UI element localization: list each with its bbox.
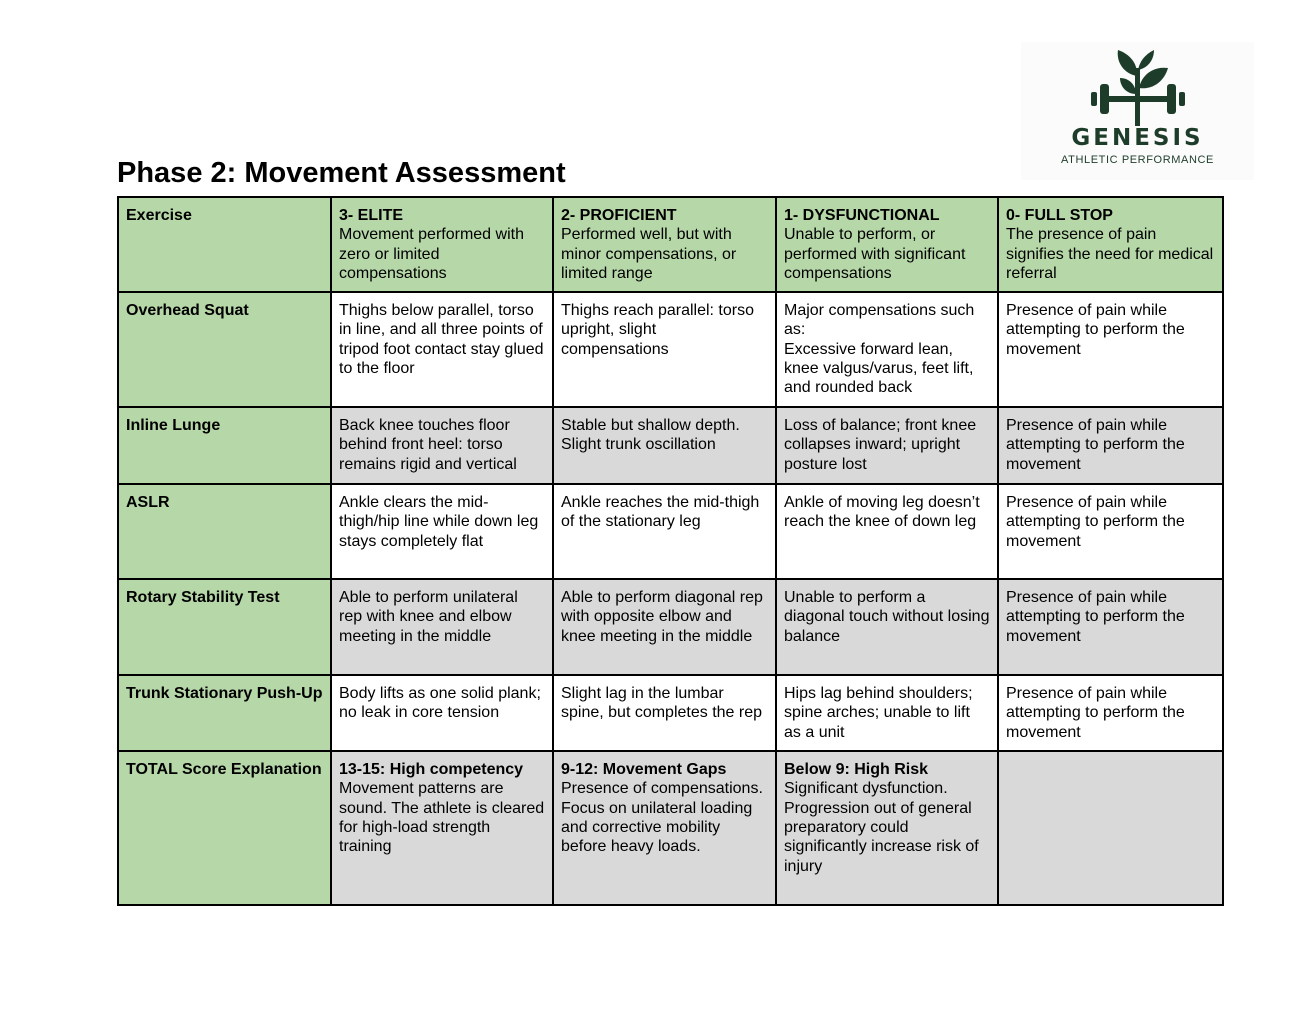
cell-full-stop: Presence of pain while attempting to perform the movement bbox=[998, 579, 1223, 675]
page-title: Phase 2: Movement Assessment bbox=[117, 157, 566, 189]
cell-elite: Body lifts as one solid plank; no leak in core tension bbox=[331, 675, 553, 751]
cell-dysfunctional: Hips lag behind shoulders; spine arches; unable to lift as a unit bbox=[776, 675, 998, 751]
exercise-name: ASLR bbox=[118, 484, 331, 579]
table-header-row bbox=[118, 197, 1223, 292]
level-desc: Unable to perform, or performed with significant compensations bbox=[784, 226, 966, 282]
level-title: 1- DYSFUNCTIONAL bbox=[784, 207, 940, 224]
header-exercise: Exercise bbox=[118, 197, 331, 292]
genesis-logo bbox=[1021, 42, 1254, 180]
cell-elite: Thighs below parallel, torso in line, and all three points of tripod foot contact stay glued to the floor bbox=[331, 292, 553, 407]
table-row bbox=[118, 484, 1223, 579]
total-cell bbox=[776, 751, 998, 905]
logo-subtitle: ATHLETIC PERFORMANCE bbox=[1061, 154, 1214, 166]
total-desc: Significant dysfunction. Progression out of general preparatory could significantly increase risk of injury bbox=[784, 780, 979, 875]
level-desc: Movement performed with zero or limited compensations bbox=[339, 226, 524, 282]
header-level bbox=[331, 197, 553, 292]
logo-brand: GENESIS bbox=[1071, 125, 1204, 151]
header-level bbox=[776, 197, 998, 292]
cell-elite: Able to perform unilateral rep with knee and elbow meeting in the middle bbox=[331, 579, 553, 675]
total-desc: Presence of compensations. Focus on unilateral loading and corrective mobility before heavy loads. bbox=[561, 780, 763, 856]
table-row bbox=[118, 579, 1223, 675]
header-level bbox=[553, 197, 776, 292]
exercise-name: Overhead Squat bbox=[118, 292, 331, 407]
cell-text-extra: Excessive forward lean, knee valgus/varus, feet lift, and rounded back bbox=[784, 340, 974, 397]
cell-dysfunctional bbox=[776, 292, 998, 407]
cell-text: Major compensations such as: bbox=[784, 302, 975, 339]
level-title: 0- FULL STOP bbox=[1006, 207, 1113, 224]
cell-dysfunctional: Ankle of moving leg doesn’t reach the knee of down leg bbox=[776, 484, 998, 579]
total-cell-empty bbox=[998, 751, 1223, 905]
level-title: 3- ELITE bbox=[339, 207, 404, 224]
header-level bbox=[998, 197, 1223, 292]
table-row bbox=[118, 292, 1223, 407]
total-cell bbox=[553, 751, 776, 905]
level-desc: The presence of pain signifies the need for medical referral bbox=[1006, 226, 1214, 282]
total-title: Below 9: High Risk bbox=[784, 761, 929, 779]
total-cell bbox=[331, 751, 553, 905]
level-title: 2- PROFICIENT bbox=[561, 207, 677, 224]
total-title: 9-12: Movement Gaps bbox=[561, 761, 727, 779]
cell-proficient: Ankle reaches the mid-thigh of the stationary leg bbox=[553, 484, 776, 579]
total-row bbox=[118, 751, 1223, 905]
exercise-name: Inline Lunge bbox=[118, 407, 331, 484]
cell-dysfunctional: Loss of balance; front knee collapses inward; upright posture lost bbox=[776, 407, 998, 484]
cell-proficient: Stable but shallow depth. Slight trunk oscillation bbox=[553, 407, 776, 484]
cell-proficient: Slight lag in the lumbar spine, but completes the rep bbox=[553, 675, 776, 751]
cell-full-stop: Presence of pain while attempting to perform the movement bbox=[998, 407, 1223, 484]
total-title: 13-15: High competency bbox=[339, 761, 524, 779]
cell-elite: Back knee touches floor behind front heel: torso remains rigid and vertical bbox=[331, 407, 553, 484]
level-desc: Performed well, but with minor compensations, or limited range bbox=[561, 226, 737, 282]
cell-elite: Ankle clears the mid-thigh/hip line while down leg stays completely flat bbox=[331, 484, 553, 579]
table-row bbox=[118, 675, 1223, 751]
cell-proficient: Thighs reach parallel: torso upright, slight compensations bbox=[553, 292, 776, 407]
total-desc: Movement patterns are sound. The athlete is cleared for high-load strength training bbox=[339, 780, 545, 856]
cell-proficient: Able to perform diagonal rep with opposite elbow and knee meeting in the middle bbox=[553, 579, 776, 675]
cell-full-stop: Presence of pain while attempting to perform the movement bbox=[998, 675, 1223, 751]
cell-full-stop: Presence of pain while attempting to perform the movement bbox=[998, 292, 1223, 407]
total-label: TOTAL Score Explanation bbox=[118, 751, 331, 905]
cell-full-stop: Presence of pain while attempting to perform the movement bbox=[998, 484, 1223, 579]
table-row bbox=[118, 407, 1223, 484]
plant-dumbbell-icon bbox=[1088, 48, 1188, 126]
exercise-name: Trunk Stationary Push-Up bbox=[118, 675, 331, 751]
cell-dysfunctional: Unable to perform a diagonal touch without losing balance bbox=[776, 579, 998, 675]
assessment-table bbox=[117, 196, 1224, 906]
exercise-name: Rotary Stability Test bbox=[118, 579, 331, 675]
